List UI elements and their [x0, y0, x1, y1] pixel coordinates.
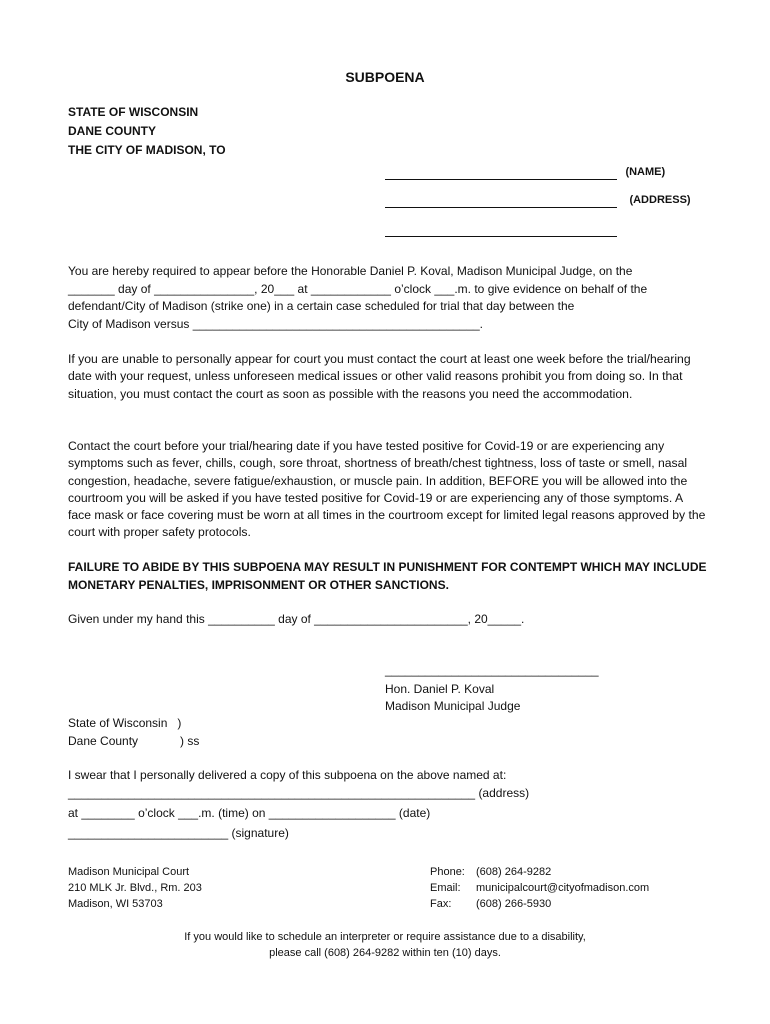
paragraph-covid: Contact the court before your trial/hearing date if you have tested positive for Covid-19 or are experiencing any symptoms such as fever, chills, cough, sore throat, shortness of breath/chest tightness, loss of taste or smell, nasal congestion, headache, severe fatigue/exhaustion, or muscle pain. In addition, BEFORE you will be allowed into the courtroom you will be asked if you have tested positive for Covid-19 or are experiencing any of those symptoms. A face mask or face covering must be worn at all times in the courtroom except for limited legal reasons approved by the court with proper safety protocols. — [68, 439, 706, 540]
venue-state: State of Wisconsin ) — [68, 716, 182, 730]
recipient-address-row — [385, 190, 691, 208]
fax-label: Fax: — [430, 898, 452, 910]
judge-name: Hon. Daniel P. Koval — [385, 682, 495, 696]
affidavit-line1: I swear that I personally delivered a copy of this subpoena on the above named at: — [68, 768, 507, 782]
name-label: (NAME) — [625, 166, 666, 178]
court-city: Madison, WI 53703 — [68, 898, 163, 910]
p1-line1: You are hereby required to appear before the Honorable Daniel P. Koval, Madison Municipal Judge, on the — [68, 264, 633, 278]
affidavit-address: _____________________________________________________________ (address) — [68, 786, 530, 800]
footer-note-line2: please call (608) 264-9282 within ten (10) days. — [269, 947, 501, 959]
email-label: Email: — [430, 882, 461, 894]
paragraph-accommodation: If you are unable to personally appear for court you must contact the court at least one week before the trial/hearing date with your request, unless unforeseen medical issues or other valid reasons prohibit you from doing so. In that situation, you must contact the court as soon as possible with the reasons you need the accommodation. — [68, 352, 691, 401]
address-blank[interactable] — [385, 194, 617, 208]
court-street: 210 MLK Jr. Blvd., Rm. 203 — [68, 882, 202, 894]
affidavit-signature: ________________________ (signature) — [68, 826, 289, 840]
email-value: municipalcourt@cityofmadison.com — [476, 882, 650, 894]
header-city: THE CITY OF MADISON, TO — [68, 143, 226, 157]
contempt-warning: FAILURE TO ABIDE BY THIS SUBPOENA MAY RESULT IN PUNISHMENT FOR CONTEMPT WHICH MAY INCLUDE MONETARY PENALTIES, IMPRISONMENT OR OTHER SANCTIONS. — [68, 560, 707, 592]
header-county: DANE COUNTY — [68, 124, 157, 138]
p1-line2: _______ day of _______________, 20___ at ____________ o’clock ___.m. to give evidence on behalf of the — [68, 282, 648, 296]
address-label: (ADDRESS) — [629, 194, 691, 206]
document-title: SUBPOENA — [345, 69, 425, 85]
header-state: STATE OF WISCONSIN — [68, 105, 199, 119]
p1-line3: defendant/City of Madison (strike one) in a certain case scheduled for trial that day between the — [68, 299, 575, 313]
recipient-name-row — [385, 162, 665, 180]
venue-ss: ) ss — [180, 734, 200, 748]
judge-title: Madison Municipal Judge — [385, 699, 521, 713]
recipient-address-row-2 — [385, 219, 617, 237]
address-blank-2[interactable] — [385, 223, 617, 237]
venue-county: Dane County — [68, 734, 139, 748]
fax-value: (608) 266-5930 — [476, 898, 552, 910]
given-line: Given under my hand this __________ day of _______________________, 20_____. — [68, 612, 525, 626]
judge-signature-line: ________________________________ — [385, 663, 599, 677]
phone-label: Phone: — [430, 866, 465, 878]
p1-line4: City of Madison versus ___________________________________________. — [68, 317, 484, 331]
name-blank[interactable] — [385, 166, 617, 180]
phone-value: (608) 264-9282 — [476, 866, 552, 878]
affidavit-time-date: at ________ o’clock ___.m. (time) on ___________________ (date) — [68, 806, 431, 820]
footer-note-line1: If you would like to schedule an interpreter or require assistance due to a disability, — [184, 931, 586, 943]
court-name: Madison Municipal Court — [68, 866, 190, 878]
